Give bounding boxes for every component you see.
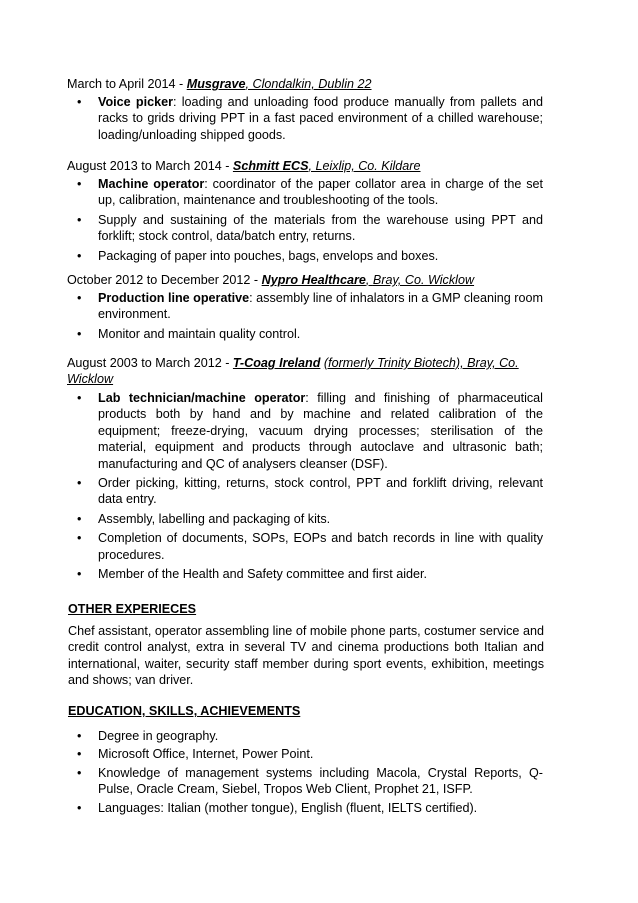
job-dates: August 2003 to March 2012 - bbox=[67, 356, 230, 370]
job-duties-list bbox=[0, 290, 543, 342]
education-list bbox=[0, 728, 543, 816]
education-item: Languages: Italian (mother tongue), English (fluent, IELTS certified). bbox=[98, 800, 478, 815]
section-title-education: EDUCATION, SKILLS, ACHIEVEMENTS bbox=[68, 704, 301, 718]
company-name: Schmitt ECS bbox=[232, 159, 309, 173]
job-role: Production line operative bbox=[98, 291, 250, 305]
list-item: • Microsoft Office, Internet, Power Point. bbox=[77, 747, 314, 762]
education-item: Degree in geography. bbox=[98, 729, 219, 743]
education-item: Microsoft Office, Internet, Power Point. bbox=[98, 747, 314, 762]
list-item: • Production line operative: assembly line of inhalators in a GMP cleaning room environment. bbox=[77, 291, 543, 322]
duty-text: Order picking, kitting, returns, stock control, PPT and forklift driving, relevant data entry. bbox=[98, 476, 543, 507]
list-item: • Degree in geography. bbox=[77, 729, 219, 743]
duty-text: : coordinator of the paper collator area in charge of the set up, calibration, maintenance and troubleshooting of the tools. bbox=[98, 177, 543, 208]
job-header-nypro: October 2012 to December 2012 - Nypro Healthcare, Bray, Co. Wicklow bbox=[67, 273, 475, 287]
job-duties-list bbox=[0, 390, 543, 582]
duty-text: Completion of documents, SOPs, EOPs and batch records in line with quality procedures. bbox=[98, 531, 543, 562]
list-item: • Knowledge of management systems including Macola, Crystal Reports, Q-Pulse, Oracle Cream, Siebel, Tropos Web Client, Prophet 21, ISFP. bbox=[77, 765, 543, 797]
job-header-schmitt: August 2013 to March 2014 - Schmitt ECS, Leixlip, Co. Kildare bbox=[67, 159, 421, 173]
company-location: Clondalkin, Dublin 22 bbox=[252, 77, 372, 91]
list-item: • Monitor and maintain quality control. bbox=[77, 326, 301, 341]
job-dates: August 2013 to March 2014 - bbox=[67, 159, 230, 173]
list-item: • Order picking, kitting, returns, stock control, PPT and forklift driving, relevant data entry. bbox=[77, 476, 543, 507]
company-location: Bray, Co. Wicklow bbox=[372, 273, 475, 287]
list-item: • Supply and sustaining of the materials from the warehouse using PPT and forklift; stock control, data/batch entry, returns. bbox=[77, 212, 543, 244]
company-location: (formerly Trinity Biotech), Bray, Co. Wicklow bbox=[67, 356, 519, 387]
education-item: Knowledge of management systems including Macola, Crystal Reports, Q-Pulse, Oracle Cream, Siebel, Tropos Web Client, Prophet 21, ISFP. bbox=[98, 765, 543, 797]
list-item: • Lab technician/machine operator: filling and finishing of pharmaceutical products both by hand and by machine and related calibration of the equipment; freeze-drying, vacuum drying processes; sterilisation of the material, equipment and products through autoclave and ultrasonic bath; manufacturing and QC of analysers cleanser (DSF). bbox=[77, 391, 543, 471]
list-item: • Assembly, labelling and packaging of kits. bbox=[77, 511, 331, 526]
list-item: • Machine operator: coordinator of the paper collator area in charge of the set up, calibration, maintenance and troubleshooting of the tools. bbox=[77, 177, 543, 208]
company-name: Musgrave bbox=[186, 77, 246, 91]
section-title-other: OTHER EXPERIECES bbox=[68, 602, 197, 616]
company-location: Leixlip, Co. Kildare bbox=[315, 159, 421, 173]
duty-text: : filling and finishing of pharmaceutical products both by hand and by machine and related calibration of the equipment; freeze-drying, vacuum drying processes; sterilisation of the material, equipment and products through autoclave and ultrasonic bath; manufacturing and QC of analysers cleanser (DSF). bbox=[98, 391, 543, 471]
duty-text: : assembly line of inhalators in a GMP cleaning room environment. bbox=[98, 291, 543, 322]
duty-text: Member of the Health and Safety committee and first aider. bbox=[98, 567, 427, 582]
job-header-tcoag bbox=[67, 355, 545, 388]
list-item: • Packaging of paper into pouches, bags, envelops and boxes. bbox=[77, 248, 439, 263]
list-item: • Voice picker: loading and unloading food produce manually from pallets and racks to grids driving PPT in a fast paced environment of a chilled warehouse; loading/unloading shipped goods. bbox=[77, 95, 543, 142]
list-item: • Member of the Health and Safety committee and first aider. bbox=[77, 567, 427, 582]
job-header-musgrave: March to April 2014 - Musgrave, Clondalkin, Dublin 22 bbox=[67, 77, 372, 91]
job-role: Machine operator bbox=[98, 177, 205, 191]
duty-text: Supply and sustaining of the materials from the warehouse using PPT and forklift; stock control, data/batch entry, returns. bbox=[98, 212, 543, 244]
job-role: Lab technician/machine operator bbox=[98, 391, 306, 405]
job-duties-list bbox=[0, 176, 543, 264]
job-dates: October 2012 to December 2012 - bbox=[67, 273, 259, 287]
job-role: Voice picker bbox=[98, 95, 174, 109]
duty-text: : loading and unloading food produce manually from pallets and racks to grids driving PPT in a fast paced environment of a chilled warehouse; loading/unloading shipped goods. bbox=[98, 95, 543, 142]
list-item: • Completion of documents, SOPs, EOPs and batch records in line with quality procedures. bbox=[77, 531, 543, 562]
job-dates: March to April 2014 - bbox=[67, 77, 184, 91]
duty-text: Assembly, labelling and packaging of kits. bbox=[98, 511, 331, 526]
other-experiences-text: Chef assistant, operator assembling line of mobile phone parts, costumer service and credit control analyst, extra in several TV and cinema productions both Italian and international, waiter, security staff member during sport events, exhibition, meetings and shows; van driver. bbox=[68, 624, 544, 688]
company-name: Nypro Healthcare bbox=[261, 273, 366, 287]
company-name: T-Coag Ireland bbox=[232, 356, 321, 370]
list-item: • Languages: Italian (mother tongue), English (fluent, IELTS certified). bbox=[77, 800, 478, 815]
job-duties-list bbox=[0, 94, 543, 143]
duty-text: Monitor and maintain quality control. bbox=[98, 326, 301, 341]
duty-text: Packaging of paper into pouches, bags, envelops and boxes. bbox=[98, 248, 439, 263]
